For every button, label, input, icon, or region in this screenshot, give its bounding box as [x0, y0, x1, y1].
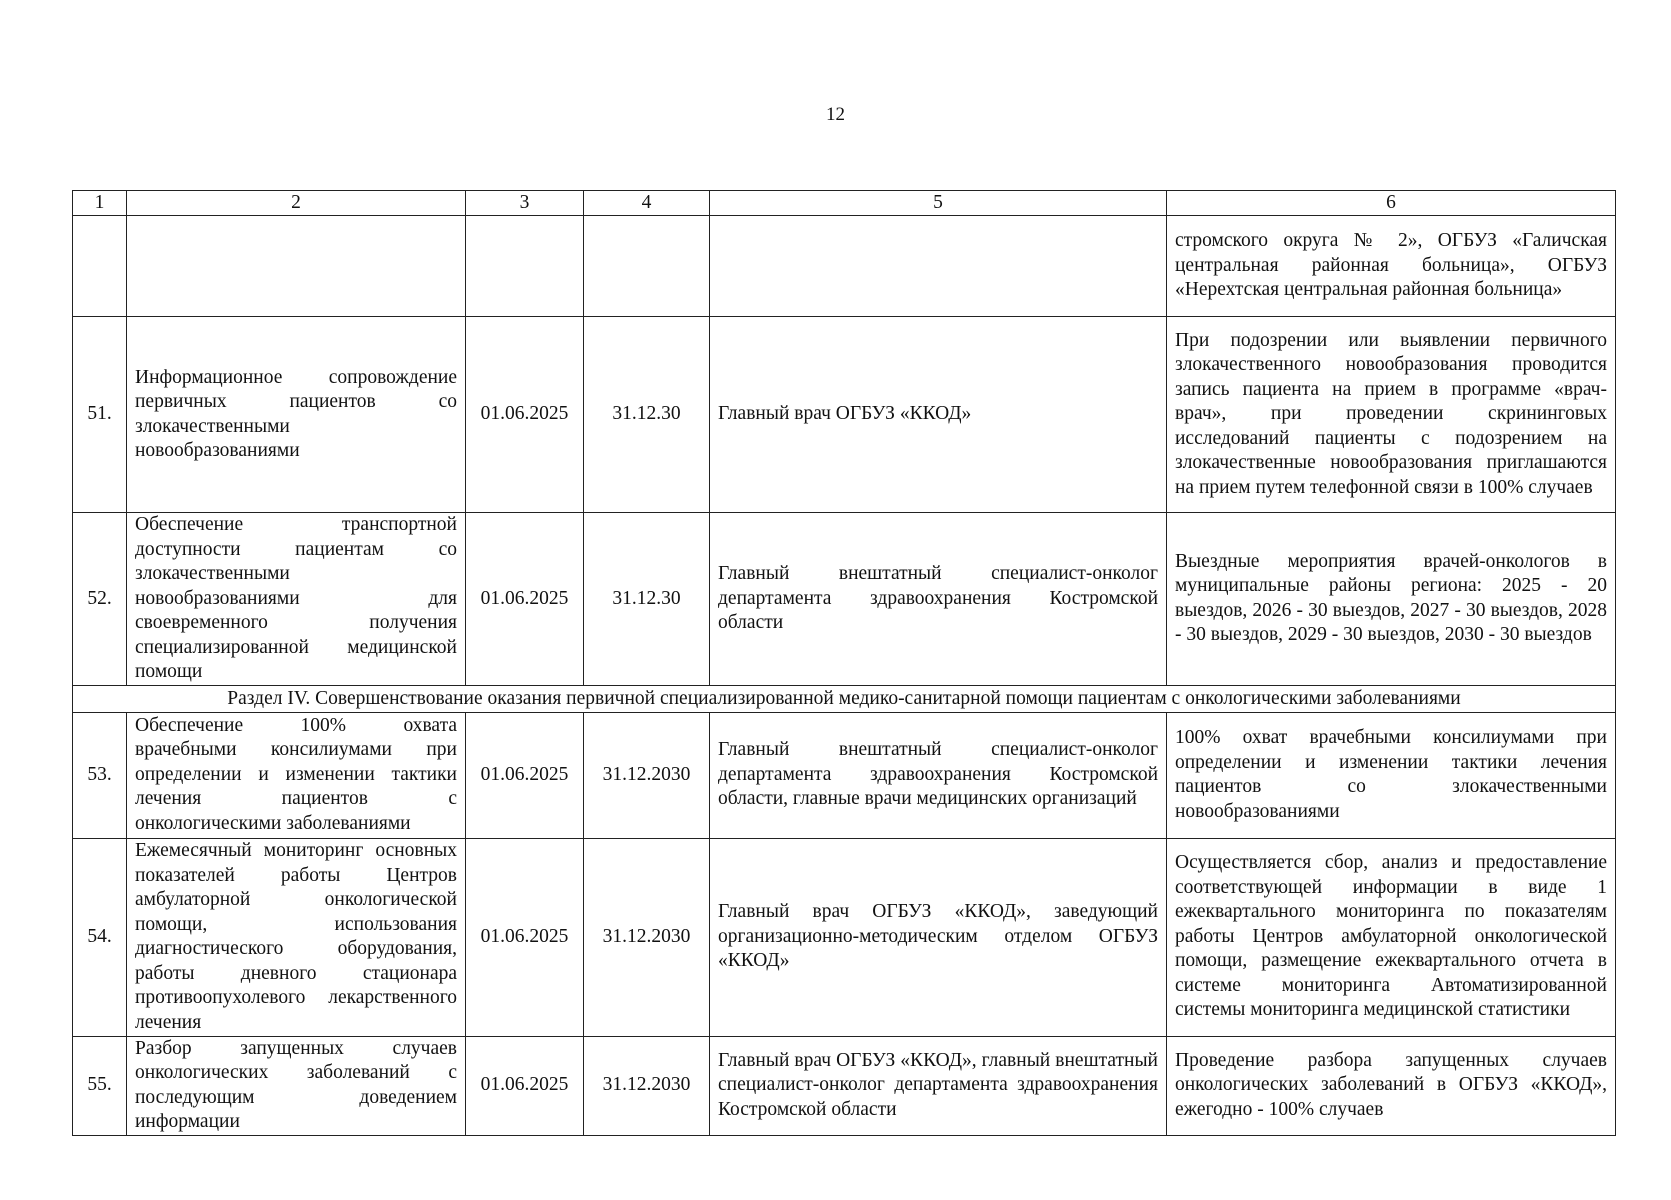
activity-cell: Обеспечение 100% охвата врачебными консилиумами при определении и изменении тактики лечения пациентов с онкологическими заболеваниями [127, 712, 466, 838]
responsible-cell: Главный врач ОГБУЗ «ККОД», заведующий организационно-методическим отделом ОГБУЗ «ККОД» [710, 838, 1167, 1036]
row-number [73, 216, 127, 317]
end-date-cell: 31.12.30 [584, 513, 710, 686]
table-row [73, 317, 1616, 513]
responsible-cell: Главный врач ОГБУЗ «ККОД» [710, 317, 1167, 513]
responsible-cell: Главный внештатный специалист-онколог департамента здравоохранения Костромской области [710, 513, 1167, 686]
table-row [73, 1036, 1616, 1135]
table-row [73, 712, 1616, 838]
end-date-cell: 31.12.2030 [584, 838, 710, 1036]
table-row [73, 838, 1616, 1036]
activity-cell: Разбор запущенных случаев онкологических заболеваний с последующим доведением информации [127, 1036, 466, 1135]
start-date-cell: 01.06.2025 [466, 1036, 584, 1135]
end-date-cell: 31.12.30 [584, 317, 710, 513]
activity-cell [127, 216, 466, 317]
column-header: 2 [127, 191, 466, 216]
action-plan-table [72, 190, 1616, 1136]
row-number: 51. [73, 317, 127, 513]
column-header: 6 [1167, 191, 1616, 216]
section-title: Раздел IV. Совершенствование оказания первичной специализированной медико-санитарной помощи пациентам с онкологическими заболеваниями [73, 685, 1616, 712]
end-date-cell: 31.12.2030 [584, 712, 710, 838]
start-date-cell [466, 216, 584, 317]
start-date-cell: 01.06.2025 [466, 317, 584, 513]
responsible-cell: Главный внештатный специалист-онколог департамента здравоохранения Костромской области, главные врачи медицинских организаций [710, 712, 1167, 838]
result-cell: Проведение разбора запущенных случаев онкологических заболеваний в ОГБУЗ «ККОД», ежегодно - 100% случаев [1167, 1036, 1616, 1135]
section-row [73, 685, 1616, 712]
activity-cell: Ежемесячный мониторинг основных показателей работы Центров амбулаторной онкологической помощи, использования диагностического оборудования, работы дневного стационара противоопухолевого лекарственного лечения [127, 838, 466, 1036]
start-date-cell: 01.06.2025 [466, 838, 584, 1036]
row-number: 52. [73, 513, 127, 686]
table-row [73, 216, 1616, 317]
end-date-cell [584, 216, 710, 317]
row-number: 54. [73, 838, 127, 1036]
start-date-cell: 01.06.2025 [466, 712, 584, 838]
result-cell: Выездные мероприятия врачей-онкологов в муниципальные районы региона: 2025 - 20 выездов, 2026 - 30 выездов, 2027 - 30 выездов, 2028 - 30 выездов, 2029 - 30 выездов, 2030 - 30 выездов [1167, 513, 1616, 686]
activity-cell: Информационное сопровождение первичных пациентов со злокачественными новообразованиями [127, 317, 466, 513]
column-header: 4 [584, 191, 710, 216]
table-row [73, 513, 1616, 686]
result-cell: 100% охват врачебными консилиумами при определении и изменении тактики лечения пациентов со злокачественными новообразованиями [1167, 712, 1616, 838]
row-number: 55. [73, 1036, 127, 1135]
page-number: 12 [826, 104, 845, 125]
responsible-cell: Главный врач ОГБУЗ «ККОД», главный внештатный специалист-онколог департамента здравоохранения Костромской области [710, 1036, 1167, 1135]
column-header: 1 [73, 191, 127, 216]
start-date-cell: 01.06.2025 [466, 513, 584, 686]
activity-cell: Обеспечение транспортной доступности пациентам со злокачественными новообразованиями для своевременного получения специализированной медицинской помощи [127, 513, 466, 686]
column-header: 5 [710, 191, 1167, 216]
result-cell: При подозрении или выявлении первичного злокачественного новообразования проводится запись пациента на прием в программе «врач-врач», при проведении скрининговых исследований пациенты с подозрением на злокачественные новообразования приглашаются на прием путем телефонной связи в 100% случаев [1167, 317, 1616, 513]
column-header: 3 [466, 191, 584, 216]
result-cell: стромского округа № 2», ОГБУЗ «Галичская центральная районная больница», ОГБУЗ «Нерехтская центральная районная больница» [1167, 216, 1616, 317]
result-cell: Осуществляется сбор, анализ и предоставление соответствующей информации в виде 1 ежеквартального мониторинга по показателям работы Центров амбулаторной онкологической помощи, размещение ежеквартального отчета в системе мониторинга Автоматизированной системы мониторинга медицинской статистики [1167, 838, 1616, 1036]
responsible-cell [710, 216, 1167, 317]
end-date-cell: 31.12.2030 [584, 1036, 710, 1135]
column-number-row [73, 191, 1616, 216]
row-number: 53. [73, 712, 127, 838]
